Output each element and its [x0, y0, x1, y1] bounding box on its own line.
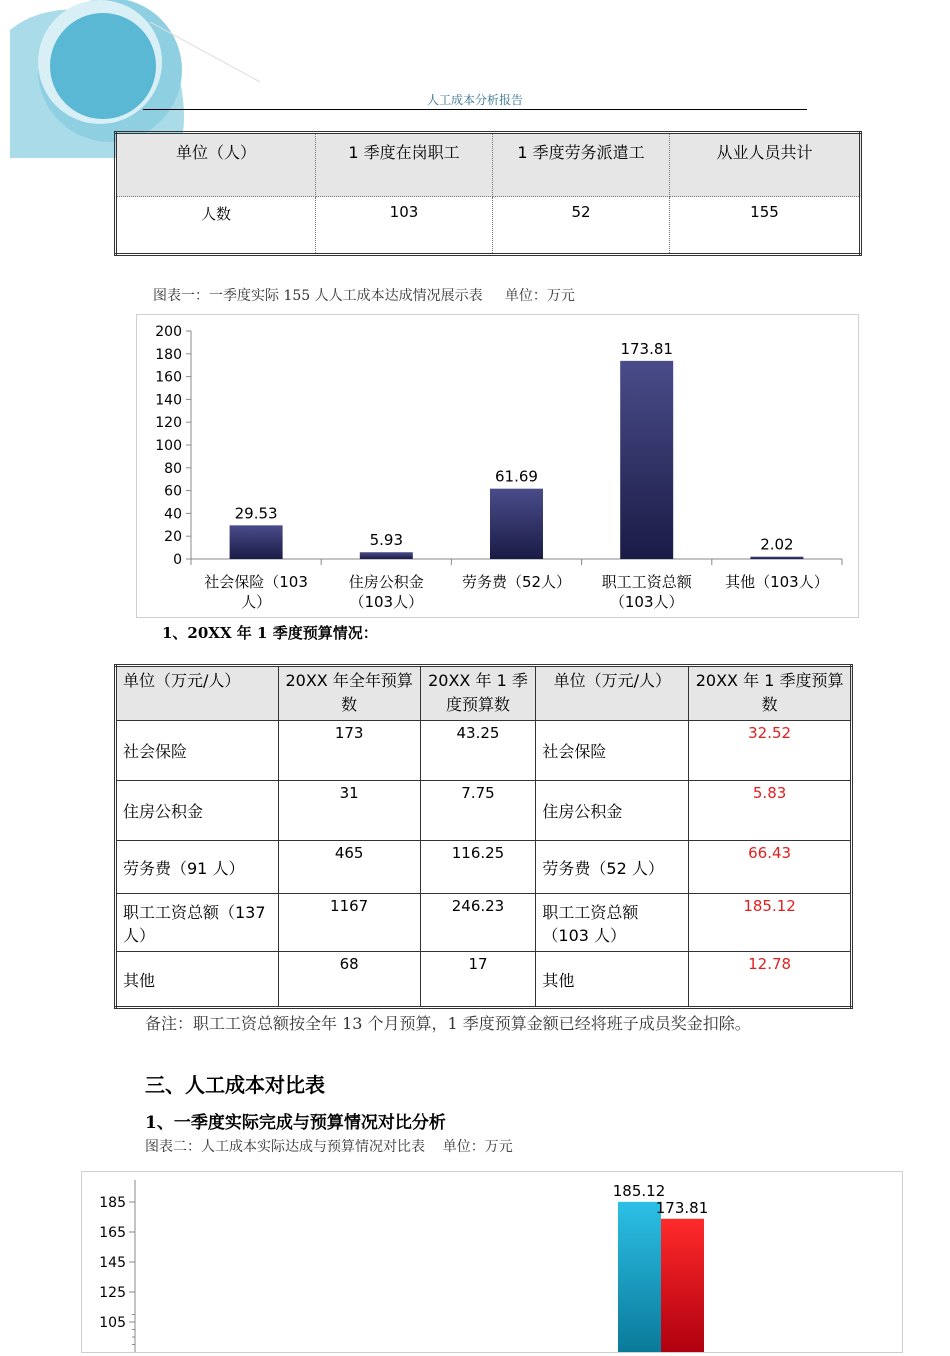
table-cell: 12.78 [689, 952, 852, 1008]
y-tick-label: 80 [164, 460, 182, 477]
budget-note: 备注：职工工资总额按全年 13 个月预算，1 季度预算金额已经将班子成员奖金扣除。 [145, 1014, 751, 1033]
table-cell: 社会保险 [116, 721, 279, 781]
bar-value-label: 61.69 [495, 467, 538, 486]
bar-value-label: 185.12 [612, 1181, 666, 1200]
chart-actual-cost-svg [137, 315, 858, 617]
figure2-caption: 图表二：人工成本实际达成与预算情况对比表 单位：万元 [145, 1139, 513, 1155]
x-category-label: 其他（103人） [725, 573, 829, 591]
bar-value-label: 5.93 [369, 531, 404, 550]
bar [360, 552, 413, 559]
header-cell: 20XX 年 1 季度预算数 [420, 666, 536, 721]
table-row [116, 841, 852, 894]
table-cell: 劳务费（52 人） [536, 841, 689, 894]
y-tick-label: 20 [164, 529, 182, 546]
header-cell: 从业人员共计 [670, 133, 861, 197]
y-tick-label: 125 [99, 1285, 126, 1301]
table-cell: 68 [278, 952, 420, 1008]
y-tick-label: 145 [99, 1255, 126, 1271]
subsection-title-comparison: 1、一季度实际完成与预算情况对比分析 [145, 1113, 446, 1133]
y-tick-label: 0 [173, 552, 182, 568]
staff-count-table [114, 131, 862, 256]
chart-actual-cost [136, 314, 859, 618]
x-category-label: 住房公积金 [348, 573, 424, 591]
x-category-label: 社会保险（103 [204, 573, 308, 591]
budget-table [114, 664, 853, 1009]
table-cell: 社会保险 [536, 721, 689, 781]
bar-value-label: 173.81 [620, 339, 673, 358]
header-cell: 1 季度在岗职工 [316, 133, 493, 197]
bar [750, 557, 803, 559]
x-category-label: 职工工资总额 [601, 573, 692, 591]
bar [618, 1202, 661, 1352]
bar [490, 489, 543, 559]
header-cell: 单位（万元/人） [116, 666, 279, 721]
page-header-title: 人工成本分析报告 [426, 93, 523, 107]
table-cell: 43.25 [420, 721, 536, 781]
table-cell: 185.12 [689, 894, 852, 952]
bar-value-label: 173.81 [655, 1198, 709, 1217]
section-title-budget: 1、20XX 年 1 季度预算情况： [162, 624, 378, 642]
table-cell: 246.23 [420, 894, 536, 952]
x-category-label: 劳务费（52人） [461, 573, 572, 591]
table-cell: 其他 [116, 952, 279, 1008]
y-tick-label: 60 [164, 483, 182, 500]
section-title-comparison: 三、人工成本对比表 [145, 1073, 325, 1097]
y-tick-label: 120 [155, 415, 182, 432]
table-cell: 31 [278, 781, 420, 841]
header-cell: 单位（万元/人） [536, 666, 689, 721]
table-cell: 17 [420, 952, 536, 1008]
table-cell: 住房公积金 [116, 781, 279, 841]
bar [620, 361, 673, 559]
y-tick-label: 160 [155, 369, 182, 386]
table-row [116, 721, 852, 781]
table-row [116, 894, 852, 952]
figure1-caption: 图表一：一季度实际 155 人人工成本达成情况展示表 单位：万元 [153, 288, 575, 304]
header-cell: 1 季度劳务派遣工 [493, 133, 670, 197]
table-row [116, 197, 861, 255]
table-cell: 116.25 [420, 841, 536, 894]
table-cell: 7.75 [420, 781, 536, 841]
header-cell: 单位（人） [116, 133, 316, 197]
table-cell: 人数 [116, 197, 316, 255]
table-cell: 32.52 [689, 721, 852, 781]
x-category-label: （103人） [609, 593, 684, 611]
header-divider [143, 109, 807, 110]
x-category-label: （103人） [349, 593, 424, 611]
table-header-row [116, 666, 852, 721]
y-tick-label: 140 [155, 392, 182, 409]
bar [661, 1219, 704, 1352]
y-tick-label: 40 [164, 506, 182, 523]
y-tick-label: 105 [99, 1315, 126, 1331]
x-category-label: 人） [241, 593, 272, 611]
chart-actual-vs-budget [81, 1171, 903, 1353]
table-row [116, 781, 852, 841]
y-tick-label: 165 [99, 1225, 126, 1241]
table-cell: 103 [316, 197, 493, 255]
table-cell: 5.83 [689, 781, 852, 841]
table-cell: 住房公积金 [536, 781, 689, 841]
header-cell: 20XX 年全年预算数 [278, 666, 420, 721]
y-tick-label: 185 [99, 1195, 126, 1211]
table-cell: 职工工资总额（137 人） [116, 894, 279, 952]
table-cell: 66.43 [689, 841, 852, 894]
bar [230, 525, 283, 559]
table-cell: 465 [278, 841, 420, 894]
header-cell: 20XX 年 1 季度预算数 [689, 666, 852, 721]
table-cell: 职工工资总额（103 人） [536, 894, 689, 952]
table-cell: 52 [493, 197, 670, 255]
y-tick-label: 180 [155, 346, 182, 363]
table-row [116, 952, 852, 1008]
y-tick-label: 100 [155, 438, 182, 454]
table-header-row [116, 133, 861, 197]
table-cell: 155 [670, 197, 861, 255]
y-tick-label: 200 [155, 324, 182, 340]
table-cell: 1167 [278, 894, 420, 952]
table-cell: 173 [278, 721, 420, 781]
bar-value-label: 29.53 [234, 504, 278, 523]
table-cell: 其他 [536, 952, 689, 1008]
chart-actual-vs-budget-svg [82, 1172, 902, 1352]
bar-value-label: 2.02 [760, 535, 794, 554]
table-cell: 劳务费（91 人） [116, 841, 279, 894]
